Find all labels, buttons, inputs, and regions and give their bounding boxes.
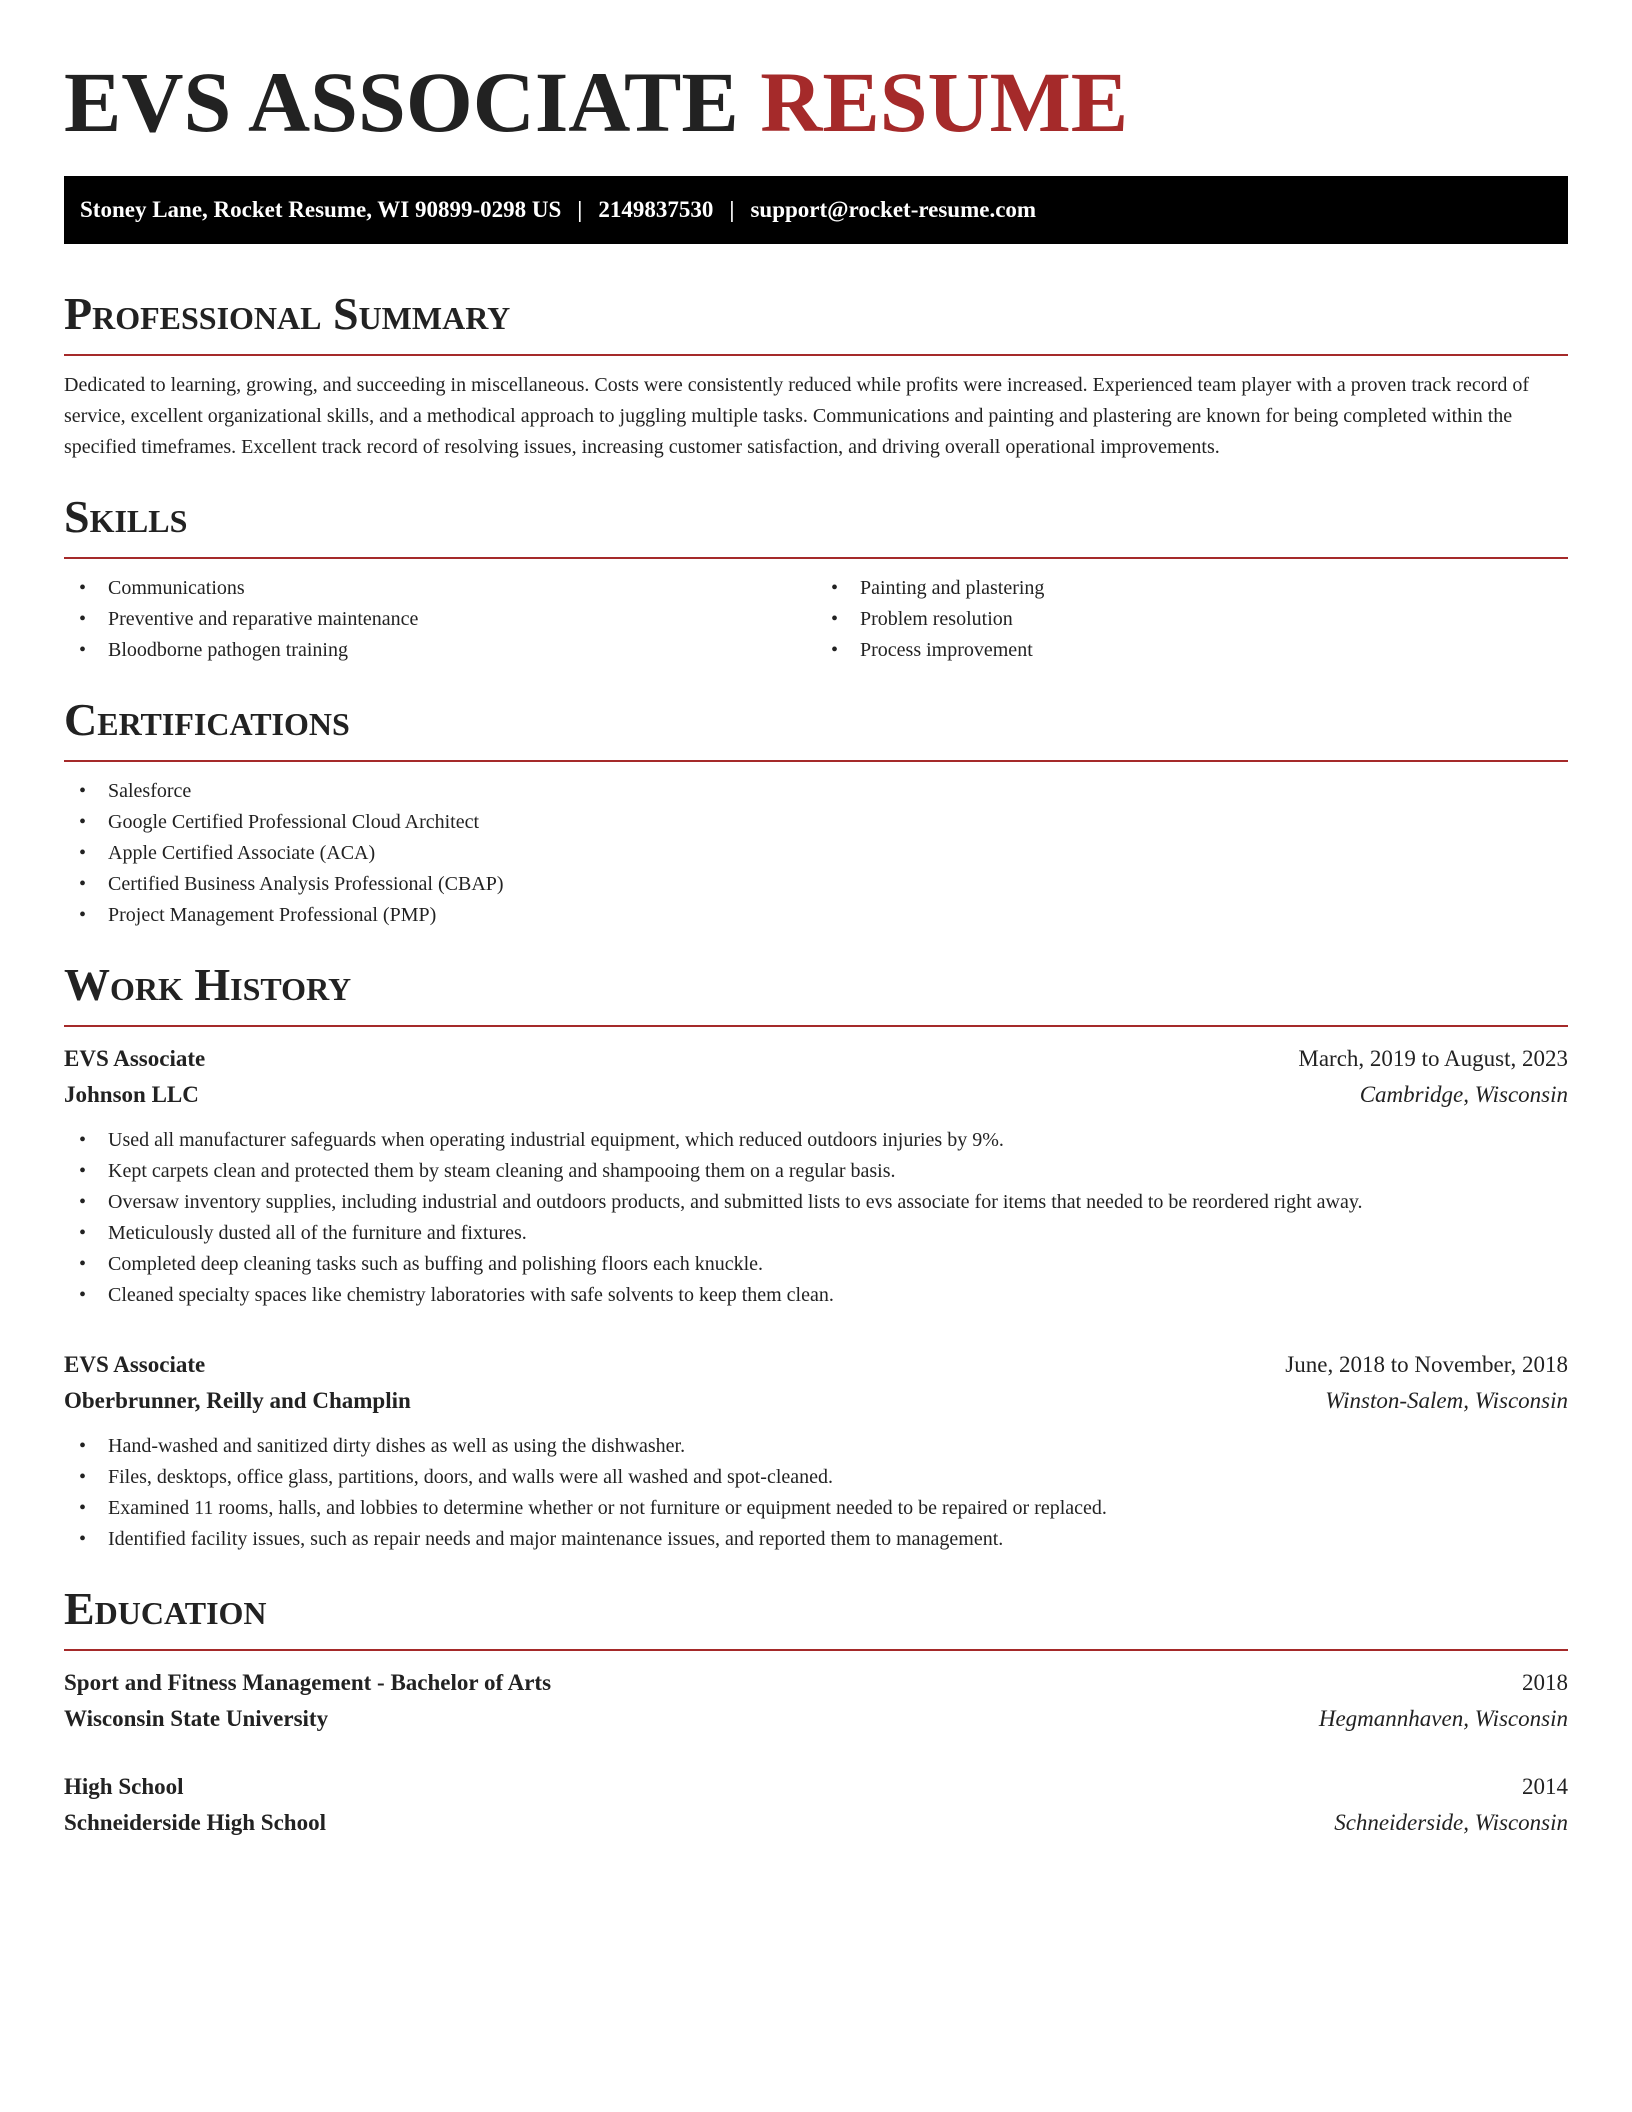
skills-list-right: [816, 573, 1568, 666]
job-company: Oberbrunner, Reilly and Champlin: [64, 1388, 411, 1413]
certifications-list: [64, 776, 1568, 931]
section-divider: [64, 354, 1568, 356]
education-year: 2018: [1522, 1670, 1568, 1695]
job-dates: March, 2019 to August, 2023: [1298, 1046, 1568, 1071]
job-dates: June, 2018 to November, 2018: [1285, 1352, 1568, 1377]
education-entry: [64, 1665, 1568, 1737]
education-degree: Sport and Fitness Management - Bachelor of Arts: [64, 1670, 552, 1695]
education-degree: High School: [64, 1774, 184, 1799]
job-company: Johnson LLC: [64, 1082, 199, 1107]
job-entry: [64, 1041, 1568, 1311]
contact-address: Stoney Lane, Rocket Resume, WI 90899-0298 US: [80, 197, 562, 222]
section-divider: [64, 760, 1568, 762]
section-heading-summary: Professional Summary: [64, 288, 511, 339]
education-school-row: [64, 1701, 1568, 1737]
skills-grid: [64, 573, 1568, 666]
job-duty-item: • Completed deep cleaning tasks such as buffing and polishing floors each knuckle.: [64, 1249, 1568, 1280]
job-location: Cambridge, Wisconsin: [1359, 1082, 1568, 1107]
job-entry: [64, 1347, 1568, 1555]
title-part-main: EVS ASSOCIATE: [64, 54, 739, 150]
skill-item: • Preventive and reparative maintenance: [64, 604, 816, 635]
job-duty-item: • Cleaned specialty spaces like chemistry laboratories with safe solvents to keep them clean.: [64, 1280, 1568, 1311]
contact-email: support@rocket-resume.com: [750, 197, 1037, 222]
job-duty-item: • Used all manufacturer safeguards when operating industrial equipment, which reduced outdoors injuries by 9%.: [64, 1125, 1568, 1156]
section-divider: [64, 1025, 1568, 1027]
skills-section: [64, 491, 1568, 666]
contact-bar: [64, 176, 1568, 244]
certifications-section: [64, 694, 1568, 931]
section-heading-education: Education: [64, 1583, 267, 1634]
education-entry: [64, 1769, 1568, 1841]
job-company-row: [64, 1383, 1568, 1419]
section-heading-skills: Skills: [64, 491, 188, 542]
section-heading-certifications: Certifications: [64, 694, 350, 745]
skills-list-left: [64, 573, 816, 666]
job-duty-item: • Hand-washed and sanitized dirty dishes as well as using the dishwasher.: [64, 1431, 1568, 1462]
summary-section: [64, 288, 1568, 463]
education-location: Schneiderside, Wisconsin: [1334, 1810, 1568, 1835]
skill-item: • Problem resolution: [816, 604, 1568, 635]
job-title: EVS Associate: [64, 1046, 206, 1071]
skill-item: • Process improvement: [816, 635, 1568, 666]
certification-item: • Certified Business Analysis Professional (CBAP): [64, 869, 1568, 900]
education-degree-row: [64, 1769, 1568, 1805]
resume-title: [64, 52, 1568, 152]
job-duty-item: • Examined 11 rooms, halls, and lobbies to determine whether or not furniture or equipment needed to be repaired or replaced.: [64, 1493, 1568, 1524]
section-divider: [64, 1649, 1568, 1651]
contact-separator: |: [577, 197, 583, 222]
job-duty-item: • Identified facility issues, such as repair needs and major maintenance issues, and reported them to management.: [64, 1524, 1568, 1555]
job-duty-item: • Oversaw inventory supplies, including industrial and outdoors products, and submitted lists to evs associate for items that needed to be reordered right away.: [64, 1187, 1568, 1218]
skill-item: • Bloodborne pathogen training: [64, 635, 816, 666]
job-location: Winston-Salem, Wisconsin: [1325, 1388, 1568, 1413]
job-duty-item: • Kept carpets clean and protected them by steam cleaning and shampooing them on a regular basis.: [64, 1156, 1568, 1187]
summary-text: Dedicated to learning, growing, and succeeding in miscellaneous. Costs were consistently reduced while profits were increased. Experienced team player with a proven track record of service, excellent organizational skills, and a methodical approach to juggling multiple tasks. Communications and painting and plastering are known for being completed within the specified timeframes. Excellent track record of resolving issues, increasing customer satisfaction, and driving overall operational improvements.: [64, 374, 1530, 458]
job-duty-item: • Files, desktops, office glass, partitions, doors, and walls were all washed and spot-cleaned.: [64, 1462, 1568, 1493]
job-duty-item: • Meticulously dusted all of the furniture and fixtures.: [64, 1218, 1568, 1249]
education-school: Wisconsin State University: [64, 1706, 329, 1731]
certification-item: • Apple Certified Associate (ACA): [64, 838, 1568, 869]
education-degree-row: [64, 1665, 1568, 1701]
certification-item: • Salesforce: [64, 776, 1568, 807]
job-title-row: [64, 1041, 1568, 1077]
job-title-row: [64, 1347, 1568, 1383]
section-divider: [64, 557, 1568, 559]
job-company-row: [64, 1077, 1568, 1113]
job-duties-list: [64, 1431, 1568, 1555]
education-school-row: [64, 1805, 1568, 1841]
skill-item: • Painting and plastering: [816, 573, 1568, 604]
skill-item: • Communications: [64, 573, 816, 604]
education-location: Hegmannhaven, Wisconsin: [1318, 1706, 1568, 1731]
education-school: Schneiderside High School: [64, 1810, 326, 1835]
contact-separator: |: [729, 197, 735, 222]
title-part-accent: RESUME: [760, 54, 1129, 150]
education-section: [64, 1583, 1568, 1841]
contact-phone: 2149837530: [598, 197, 714, 222]
work-history-section: [64, 959, 1568, 1555]
certification-item: • Google Certified Professional Cloud Architect: [64, 807, 1568, 838]
job-title: EVS Associate: [64, 1352, 206, 1377]
job-duties-list: [64, 1125, 1568, 1311]
education-year: 2014: [1522, 1774, 1568, 1799]
section-heading-work-history: Work History: [64, 959, 352, 1010]
certification-item: • Project Management Professional (PMP): [64, 900, 1568, 931]
